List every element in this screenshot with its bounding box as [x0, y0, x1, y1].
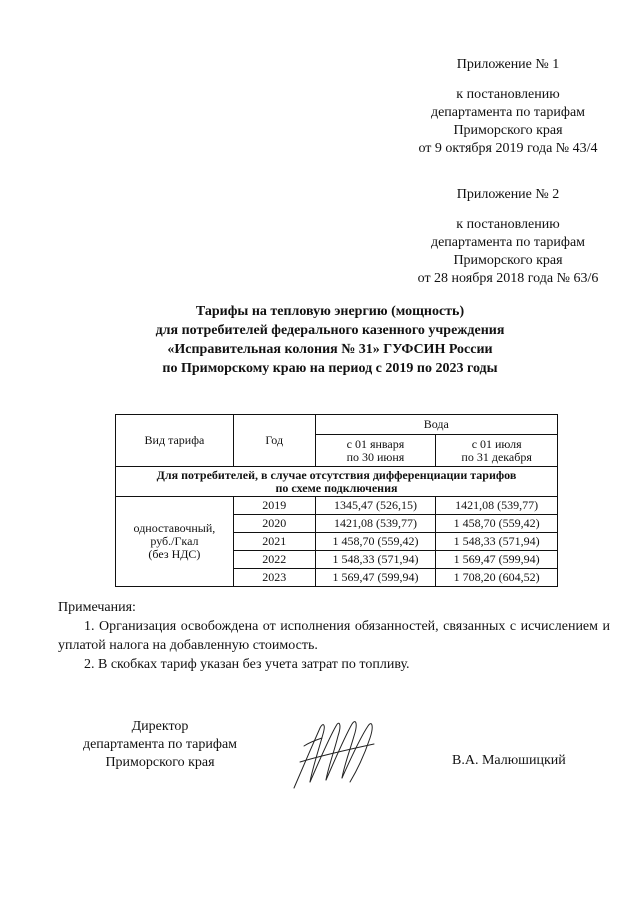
tariff-h2-cell: 1 569,47 (599,94): [436, 551, 558, 569]
appendix-1-heading: Приложение № 1: [456, 57, 560, 72]
appendix-1-line: к постановлению: [456, 87, 560, 102]
document-title: [60, 302, 600, 378]
tariff-h1-cell: 1345,47 (526,15): [315, 497, 436, 515]
header-period-1: [315, 435, 436, 467]
appendix-2-block: [398, 186, 618, 288]
tariff-h2-cell: 1 548,33 (571,94): [436, 533, 558, 551]
title-line: для потребителей федерального казенного учреждения: [155, 323, 505, 338]
position-line: департамента по тарифам: [82, 737, 238, 752]
notes-title: Примечания:: [58, 600, 136, 615]
tariff-h1-cell: 1 548,33 (571,94): [315, 551, 436, 569]
notes-section: [58, 598, 610, 674]
title-line: «Исправительная колония № 31» ГУФСИН России: [167, 342, 493, 357]
handwritten-signature: [290, 716, 380, 792]
tariff-h1-cell: 1 458,70 (559,42): [315, 533, 436, 551]
header-water: Вода: [315, 415, 557, 435]
period-1-to: по 30 июня: [346, 449, 405, 464]
signatory-name: В.А. Малюшицкий: [452, 753, 566, 768]
period-2-to: по 31 декабря: [461, 449, 532, 464]
tariff-table: [115, 414, 558, 587]
appendix-1-line: от 9 октября 2019 года № 43/4: [418, 141, 598, 156]
year-cell: 2022: [233, 551, 315, 569]
tariff-type-cell: [116, 497, 234, 587]
header-period-2: [436, 435, 558, 467]
tariff-h2-cell: 1 458,70 (559,42): [436, 515, 558, 533]
tariff-h2-cell: 1421,08 (539,77): [436, 497, 558, 515]
year-cell: 2020: [233, 515, 315, 533]
title-line: Тарифы на тепловую энергию (мощность): [195, 304, 465, 319]
consumer-group-row: [116, 467, 558, 497]
tariff-h1-cell: 1421,08 (539,77): [315, 515, 436, 533]
period-1-from: с 01 января: [346, 436, 405, 451]
appendix-2-line: Приморского края: [453, 253, 563, 268]
tariff-type-line: руб./Гкал: [150, 534, 199, 548]
appendix-1-block: [398, 56, 618, 158]
tariff-type-line: (без НДС): [148, 547, 201, 561]
consumer-group-line: по схеме подключения: [275, 480, 398, 495]
consumer-group-line: Для потребителей, в случае отсутствия дифференциации тарифов: [156, 467, 517, 482]
tariff-h2-cell: 1 708,20 (604,52): [436, 569, 558, 587]
position-line: Директор: [131, 719, 189, 734]
position-line: Приморского края: [105, 755, 215, 770]
note-item-1: 1. Организация освобождена от исполнения обязанностей, связанных с исчислением и уплатой налога на добавленную стоимость.: [58, 619, 610, 653]
appendix-1-line: Приморского края: [453, 123, 563, 138]
header-year: Год: [233, 415, 315, 467]
table-row: [116, 497, 558, 515]
appendix-1-line: департамента по тарифам: [430, 105, 586, 120]
header-tariff-type: Вид тарифа: [116, 415, 234, 467]
appendix-2-line: от 28 ноября 2018 года № 63/6: [417, 271, 599, 286]
title-line: по Приморскому краю на период с 2019 по 2023 годы: [162, 361, 498, 376]
signatory-position: [60, 718, 260, 772]
appendix-2-heading: Приложение № 2: [456, 187, 560, 202]
note-item-2: 2. В скобках тариф указан без учета затрат по топливу.: [84, 657, 410, 672]
year-cell: 2023: [233, 569, 315, 587]
tariff-type-line: одноставочный,: [133, 521, 216, 535]
period-2-from: с 01 июля: [471, 436, 522, 451]
tariff-h1-cell: 1 569,47 (599,94): [315, 569, 436, 587]
year-cell: 2019: [233, 497, 315, 515]
appendix-2-line: департамента по тарифам: [430, 235, 586, 250]
year-cell: 2021: [233, 533, 315, 551]
appendix-2-line: к постановлению: [456, 217, 560, 232]
